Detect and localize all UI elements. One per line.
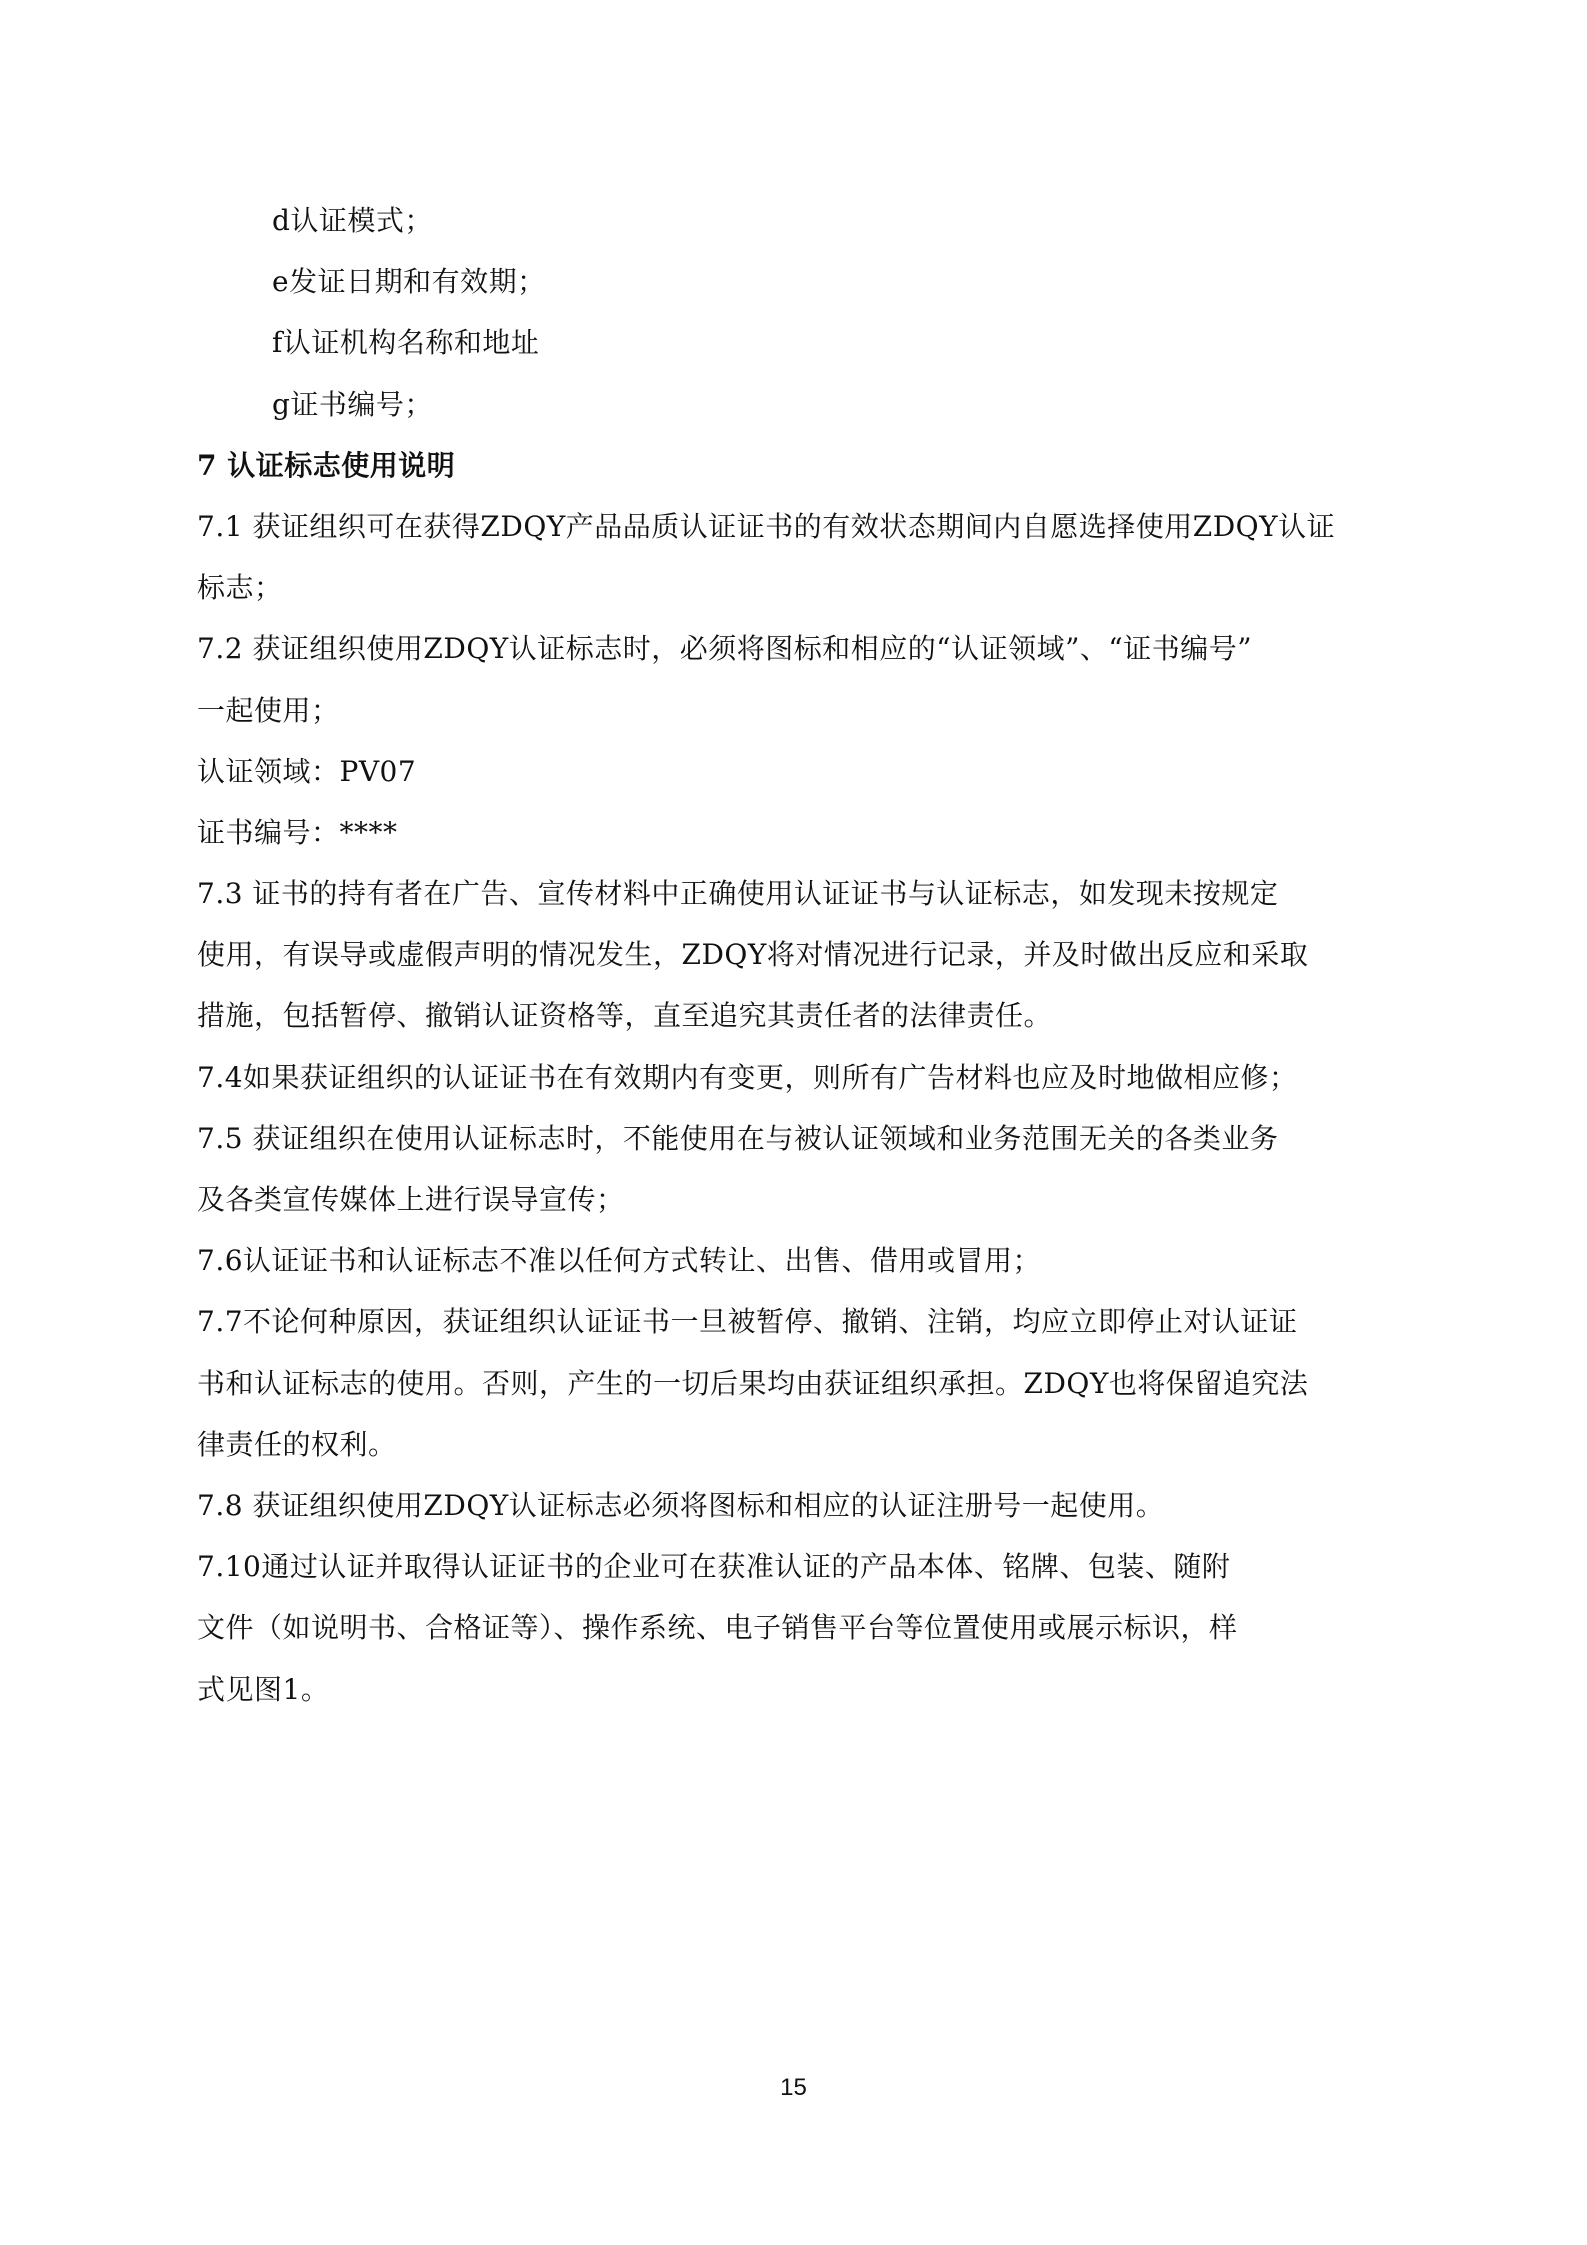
certification-domain: 认证领域：PV07 [197, 754, 417, 788]
paragraph-7-7-line-2: 书和认证标志的使用。否则，产生的一切后果均由获证组织承担。ZDQY也将保留追究法 [197, 1366, 1309, 1400]
paragraph-7-3-line-3: 措施，包括暂停、撤销认证资格等，直至追究其责任者的法律责任。 [197, 999, 1053, 1033]
paragraph-7-1-line-2: 标志； [197, 571, 283, 605]
paragraph-7-10-line-2: 文件（如说明书、合格证等）、操作系统、电子销售平台等位置使用或展示标识，样 [197, 1611, 1238, 1645]
paragraph-7-1-line-1: 7.1 获证组织可在获得ZDQY产品品质认证证书的有效状态期间内自愿选择使用ZDQY认证 [197, 509, 1336, 543]
page-number: 15 [780, 2074, 807, 2101]
certificate-number: 证书编号：**** [197, 815, 398, 849]
list-item-d: d认证模式； [272, 204, 433, 237]
paragraph-7-7-line-1: 7.7不论何种原因，获证组织认证证书一旦被暂停、撤销、注销，均应立即停止对认证证 [197, 1305, 1298, 1339]
paragraph-7-3-line-2: 使用，有误导或虚假声明的情况发生，ZDQY将对情况进行记录，并及时做出反应和采取 [197, 938, 1309, 972]
paragraph-7-3-line-1: 7.3 证书的持有者在广告、宣传材料中正确使用认证证书与认证标志，如发现未按规定 [197, 877, 1279, 911]
list-item-g: g证书编号； [272, 387, 433, 421]
paragraph-7-4: 7.4如果获证组织的认证证书在有效期内有变更，则所有广告材料也应及时地做相应修； [197, 1060, 1298, 1094]
section-heading: 7 认证标志使用说明 [197, 448, 456, 482]
list-item-f: f认证机构名称和地址 [272, 326, 540, 360]
paragraph-7-2-line-1: 7.2 获证组织使用ZDQY认证标志时，必须将图标和相应的“认证领域”、“证书编号” [197, 632, 1253, 666]
paragraph-7-6: 7.6认证证书和认证标志不准以任何方式转让、出售、借用或冒用； [197, 1244, 1042, 1278]
paragraph-7-7-line-3: 律责任的权利。 [197, 1427, 397, 1461]
paragraph-7-8: 7.8 获证组织使用ZDQY认证标志必须将图标和相应的认证注册号一起使用。 [197, 1488, 1165, 1522]
paragraph-7-2-line-2: 一起使用； [197, 693, 340, 727]
page-content [197, 190, 1427, 1720]
paragraph-7-5-line-1: 7.5 获证组织在使用认证标志时，不能使用在与被认证领域和业务范围无关的各类业务 [197, 1121, 1279, 1155]
list-item-e: e发证日期和有效期； [272, 265, 546, 299]
paragraph-7-10-line-3: 式见图1。 [197, 1672, 330, 1706]
paragraph-7-5-line-2: 及各类宣传媒体上进行误导宣传； [197, 1183, 625, 1216]
paragraph-7-10-line-1: 7.10通过认证并取得认证证书的企业可在获准认证的产品本体、铭牌、包装、随附 [197, 1550, 1231, 1584]
